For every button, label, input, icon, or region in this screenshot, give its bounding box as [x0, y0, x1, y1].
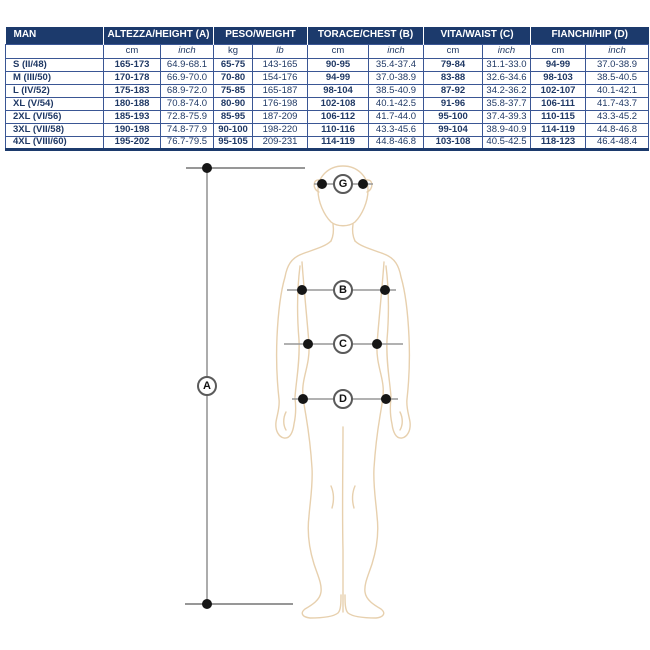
value-cell: 94-99 [531, 58, 586, 71]
marker-badge-waist [333, 334, 353, 354]
value-cell: 34.2-36.2 [483, 84, 531, 97]
value-cell: 74.8-77.9 [161, 123, 214, 136]
value-cell: 209-231 [253, 136, 308, 149]
value-cell: 143-165 [253, 58, 308, 71]
left-arm-outline [276, 241, 331, 438]
marker-label-g: G [338, 178, 348, 190]
table-row [6, 71, 649, 84]
value-cell: 154-176 [253, 71, 308, 84]
value-cell: 198-220 [253, 123, 308, 136]
value-cell: 102-107 [531, 84, 586, 97]
value-cell: 170-178 [104, 71, 161, 84]
value-cell: 175-183 [104, 84, 161, 97]
value-cell: 68.9-72.0 [161, 84, 214, 97]
right-torso-leg-outline [345, 262, 384, 618]
chest-left-dot [297, 285, 307, 295]
value-cell: 95-100 [424, 110, 483, 123]
unit-cell-chest-inch: inch [369, 44, 424, 58]
marker-label-c: C [339, 338, 347, 350]
unit-cell-waist-cm: cm [424, 44, 483, 58]
value-cell: 38.5-40.5 [586, 71, 649, 84]
value-cell: 165-173 [104, 58, 161, 71]
value-cell: 66.9-70.0 [161, 71, 214, 84]
value-cell: 176-198 [253, 97, 308, 110]
value-cell: 98-103 [531, 71, 586, 84]
value-cell: 90-95 [308, 58, 369, 71]
value-cell: 40.1-42.1 [586, 84, 649, 97]
marker-label-d: D [339, 393, 347, 405]
value-cell: 80-90 [214, 97, 253, 110]
chest-right-dot [380, 285, 390, 295]
left-thumb-outline [284, 412, 286, 430]
size-cell: 2XL (VI/56) [6, 110, 104, 123]
group-header-chest: TORACE/CHEST (B) [308, 27, 424, 44]
marker-badge-chest [333, 280, 353, 300]
value-cell: 31.1-33.0 [483, 58, 531, 71]
left-inner-arm-outline [295, 266, 300, 397]
value-cell: 38.9-40.9 [483, 123, 531, 136]
size-cell: 3XL (VII/58) [6, 123, 104, 136]
size-cell: L (IV/52) [6, 84, 104, 97]
unit-cell-empty [6, 44, 104, 58]
table-row [6, 58, 649, 71]
value-cell: 32.6-34.6 [483, 71, 531, 84]
hip-left-dot [298, 394, 308, 404]
value-cell: 44.8-46.8 [586, 123, 649, 136]
value-cell: 95-105 [214, 136, 253, 149]
table-unit-row [6, 44, 649, 58]
value-cell: 40.5-42.5 [483, 136, 531, 149]
value-cell: 44.8-46.8 [369, 136, 424, 149]
value-cell: 195-202 [104, 136, 161, 149]
value-cell: 46.4-48.4 [586, 136, 649, 149]
value-cell: 180-188 [104, 97, 161, 110]
height-top-dot [202, 163, 212, 173]
group-header-height: ALTEZZA/HEIGHT (A) [104, 27, 214, 44]
size-cell: XL (V/54) [6, 97, 104, 110]
unit-cell-chest-cm: cm [308, 44, 369, 58]
value-cell: 35.4-37.4 [369, 58, 424, 71]
value-cell: 41.7-43.7 [586, 97, 649, 110]
value-cell: 114-119 [308, 136, 369, 149]
value-cell: 190-198 [104, 123, 161, 136]
left-torso-leg-outline [302, 262, 341, 618]
value-cell: 98-104 [308, 84, 369, 97]
value-cell: 65-75 [214, 58, 253, 71]
value-cell: 110-115 [531, 110, 586, 123]
value-cell: 40.1-42.5 [369, 97, 424, 110]
value-cell: 87-92 [424, 84, 483, 97]
head-left-dot [317, 179, 327, 189]
value-cell: 75-85 [214, 84, 253, 97]
value-cell: 38.5-40.9 [369, 84, 424, 97]
value-cell: 91-96 [424, 97, 483, 110]
table-row [6, 84, 649, 97]
group-header-weight: PESO/WEIGHT [214, 27, 308, 44]
head-right-dot [358, 179, 368, 189]
body-measurement-diagram [0, 150, 650, 650]
table-row [6, 97, 649, 110]
value-cell: 37.0-38.9 [369, 71, 424, 84]
size-cell: 4XL (VIII/60) [6, 136, 104, 149]
value-cell: 118-123 [531, 136, 586, 149]
value-cell: 64.9-68.1 [161, 58, 214, 71]
value-cell: 165-187 [253, 84, 308, 97]
left-neck-outline [331, 224, 333, 241]
value-cell: 185-193 [104, 110, 161, 123]
value-cell: 90-100 [214, 123, 253, 136]
size-cell: M (III/50) [6, 71, 104, 84]
right-arm-outline [355, 241, 410, 438]
value-cell: 79-84 [424, 58, 483, 71]
table-group-header-row [6, 27, 649, 44]
value-cell: 76.7-79.5 [161, 136, 214, 149]
marker-label-a: A [203, 380, 211, 392]
unit-cell-hip-cm: cm [531, 44, 586, 58]
size-table [5, 27, 649, 151]
value-cell: 41.7-44.0 [369, 110, 424, 123]
value-cell: 83-88 [424, 71, 483, 84]
value-cell: 72.8-75.9 [161, 110, 214, 123]
right-neck-outline [353, 224, 355, 241]
unit-cell-weight-lb: lb [253, 44, 308, 58]
value-cell: 99-104 [424, 123, 483, 136]
value-cell: 187-209 [253, 110, 308, 123]
left-knee-outline [331, 486, 333, 508]
value-cell: 70-80 [214, 71, 253, 84]
man-header-cell: MAN [6, 27, 104, 44]
value-cell: 106-111 [531, 97, 586, 110]
group-header-hip: FIANCHI/HIP (D) [531, 27, 649, 44]
waist-right-dot [372, 339, 382, 349]
size-table-body [6, 58, 649, 149]
marker-badge-height [197, 376, 217, 396]
table-row [6, 110, 649, 123]
table-row [6, 136, 649, 149]
value-cell: 103-108 [424, 136, 483, 149]
unit-cell-weight-kg: kg [214, 44, 253, 58]
value-cell: 35.8-37.7 [483, 97, 531, 110]
value-cell: 43.3-45.2 [586, 110, 649, 123]
table-row [6, 123, 649, 136]
marker-badge-hip [333, 389, 353, 409]
measurement-lines [185, 168, 403, 604]
unit-cell-hip-inch: inch [586, 44, 649, 58]
size-cell: S (II/48) [6, 58, 104, 71]
value-cell: 110-116 [308, 123, 369, 136]
unit-cell-height-cm: cm [104, 44, 161, 58]
right-thumb-outline [400, 412, 402, 430]
height-bottom-dot [202, 599, 212, 609]
right-knee-outline [353, 486, 355, 508]
value-cell: 114-119 [531, 123, 586, 136]
value-cell: 85-95 [214, 110, 253, 123]
marker-label-b: B [339, 284, 347, 296]
value-cell: 106-112 [308, 110, 369, 123]
unit-cell-height-inch: inch [161, 44, 214, 58]
waist-left-dot [303, 339, 313, 349]
value-cell: 43.3-45.6 [369, 123, 424, 136]
value-cell: 70.8-74.0 [161, 97, 214, 110]
value-cell: 37.4-39.3 [483, 110, 531, 123]
value-cell: 102-108 [308, 97, 369, 110]
group-header-waist: VITA/WAIST (C) [424, 27, 531, 44]
value-cell: 37.0-38.9 [586, 58, 649, 71]
marker-badge-head [333, 174, 353, 194]
value-cell: 94-99 [308, 71, 369, 84]
hip-right-dot [381, 394, 391, 404]
unit-cell-waist-inch: inch [483, 44, 531, 58]
